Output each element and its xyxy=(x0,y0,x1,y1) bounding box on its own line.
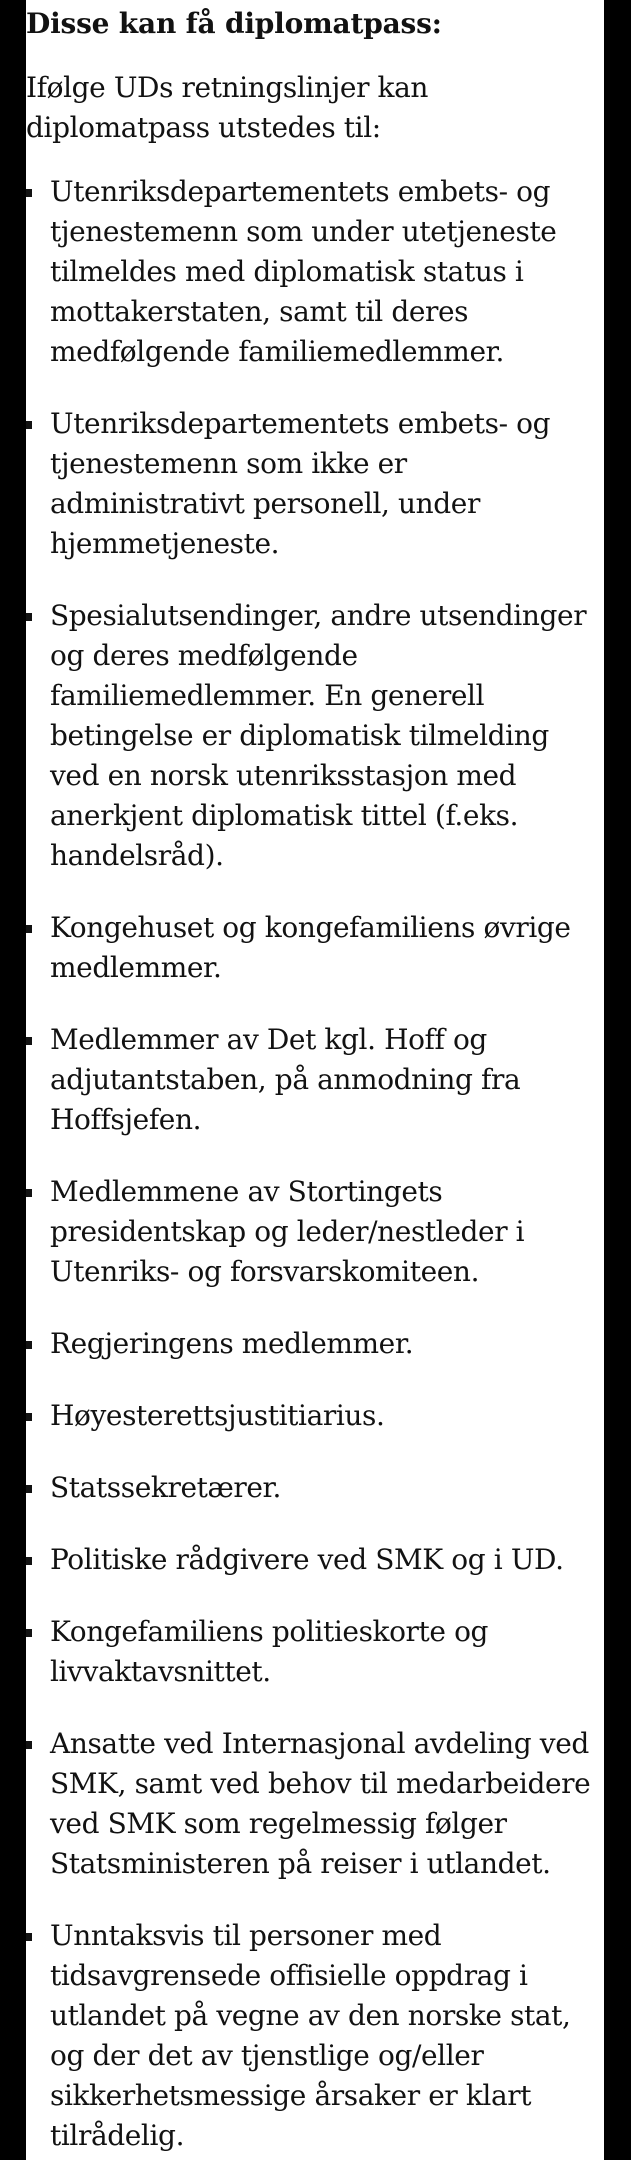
bullet-icon xyxy=(26,1413,32,1421)
list-item xyxy=(26,1916,604,2156)
bullet-icon xyxy=(26,1189,32,1197)
list-item-text: Høyesterettsjustitiarius. xyxy=(50,1399,385,1432)
list-item-text: Utenriksdepartementets embets- og tjenestemenn som under utetjeneste tilmeldes med diplomatisk status i mottakerstaten, samt til deres medfølgende familiemedlemmer. xyxy=(50,175,557,368)
list-item xyxy=(26,172,604,372)
bullet-icon xyxy=(26,189,32,197)
list-item xyxy=(26,1324,604,1364)
bullet-icon xyxy=(26,925,32,933)
eligibility-list xyxy=(26,172,604,2156)
bullet-icon xyxy=(26,1629,32,1637)
list-item xyxy=(26,1540,604,1580)
bullet-icon xyxy=(26,421,32,429)
list-item-text: Spesialutsendinger, andre utsendinger og deres medfølgende familiemedlemmer. En generell betingelse er diplomatisk tilmelding ved en norsk utenriksstasjon med anerkjent diplomatisk tittel (f.eks. handelsråd). xyxy=(50,599,587,872)
list-item xyxy=(26,1020,604,1140)
bullet-icon xyxy=(26,1741,32,1749)
list-item-text: Kongefamiliens politieskorte og livvaktavsnittet. xyxy=(50,1615,489,1688)
list-item xyxy=(26,1724,604,1884)
bullet-icon xyxy=(26,1933,32,1941)
list-item-text: Politiske rådgivere ved SMK og i UD. xyxy=(50,1543,564,1576)
list-item xyxy=(26,1172,604,1292)
intro-paragraph: Ifølge UDs retningslinjer kan diplomatpass utstedes til: xyxy=(26,71,429,144)
article-content xyxy=(26,0,604,2160)
list-item xyxy=(26,596,604,876)
list-item-text: Statssekretærer. xyxy=(50,1471,281,1504)
list-item-text: Utenriksdepartementets embets- og tjenestemenn som ikke er administrativt personell, under hjemmetjeneste. xyxy=(50,407,551,560)
bullet-icon xyxy=(26,1485,32,1493)
section-heading: Disse kan få diplomatpass: xyxy=(26,7,442,40)
list-item xyxy=(26,1396,604,1436)
bullet-icon xyxy=(26,1037,32,1045)
list-item xyxy=(26,1612,604,1692)
bullet-icon xyxy=(26,613,32,621)
bullet-icon xyxy=(26,1557,32,1565)
list-item-text: Unntaksvis til personer med tidsavgrensede offisielle oppdrag i utlandet på vegne av den norske stat, og der det av tjenstlige og/eller sikkerhetsmessige årsaker er klart tilrådelig. xyxy=(50,1919,571,2152)
list-item-text: Regjeringens medlemmer. xyxy=(50,1327,414,1360)
list-item xyxy=(26,1468,604,1508)
list-item xyxy=(26,404,604,564)
list-item-text: Medlemmer av Det kgl. Hoff og adjutantstaben, på anmodning fra Hoffsjefen. xyxy=(50,1023,521,1136)
list-item-text: Ansatte ved Internasjonal avdeling ved SMK, samt ved behov til medarbeidere ved SMK som regelmessig følger Statsministeren på reiser i utlandet. xyxy=(50,1727,591,1880)
list-item xyxy=(26,908,604,988)
bullet-icon xyxy=(26,1341,32,1349)
list-item-text: Medlemmene av Stortingets presidentskap og leder/nestleder i Utenriks- og forsvarskomiteen. xyxy=(50,1175,525,1288)
list-item-text: Kongehuset og kongefamiliens øvrige medlemmer. xyxy=(50,911,571,984)
